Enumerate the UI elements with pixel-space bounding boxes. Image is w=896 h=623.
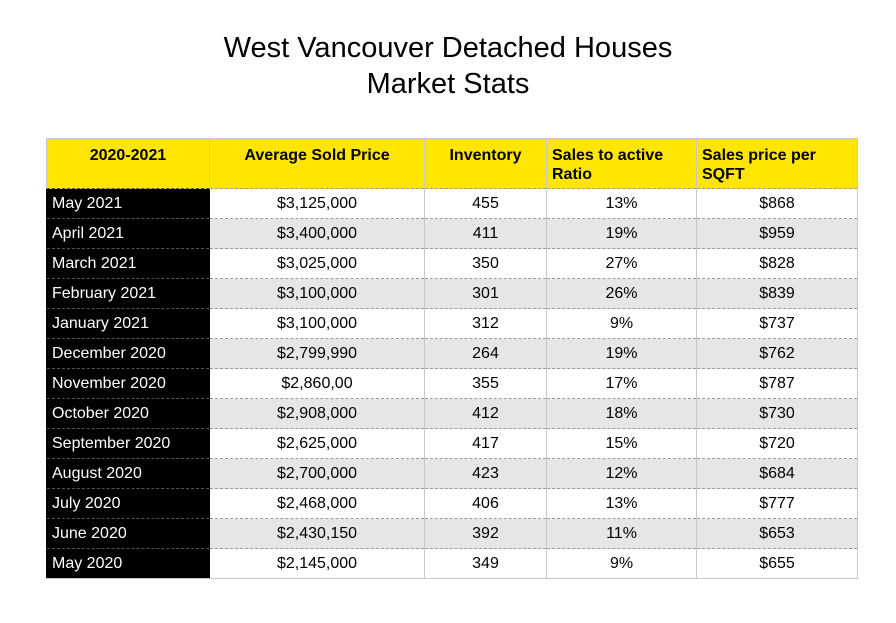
average-sold-price-cell: $3,400,000: [210, 219, 425, 249]
period-cell: November 2020: [47, 369, 210, 399]
header-sales-to-active-ratio: Sales to active Ratio: [547, 139, 697, 189]
sales-to-active-ratio-cell: 13%: [547, 189, 697, 219]
price-per-sqft-cell: $730: [697, 399, 858, 429]
inventory-cell: 301: [425, 279, 547, 309]
table-row: [47, 219, 858, 249]
table-row: [47, 519, 858, 549]
average-sold-price-cell: $3,025,000: [210, 249, 425, 279]
chart-title: [0, 30, 896, 102]
market-stats-table: [46, 138, 858, 579]
inventory-cell: 423: [425, 459, 547, 489]
period-cell: December 2020: [47, 339, 210, 369]
period-cell: July 2020: [47, 489, 210, 519]
period-cell: April 2021: [47, 219, 210, 249]
period-cell: October 2020: [47, 399, 210, 429]
price-per-sqft-cell: $787: [697, 369, 858, 399]
price-per-sqft-cell: $828: [697, 249, 858, 279]
inventory-cell: 264: [425, 339, 547, 369]
sales-to-active-ratio-cell: 9%: [547, 549, 697, 579]
price-per-sqft-cell: $653: [697, 519, 858, 549]
table-row: [47, 249, 858, 279]
sales-to-active-ratio-cell: 13%: [547, 489, 697, 519]
sales-to-active-ratio-cell: 17%: [547, 369, 697, 399]
average-sold-price-cell: $2,908,000: [210, 399, 425, 429]
sales-to-active-ratio-cell: 11%: [547, 519, 697, 549]
table-row: [47, 189, 858, 219]
sales-to-active-ratio-cell: 9%: [547, 309, 697, 339]
table-row: [47, 309, 858, 339]
period-cell: June 2020: [47, 519, 210, 549]
period-cell: August 2020: [47, 459, 210, 489]
inventory-cell: 392: [425, 519, 547, 549]
period-cell: September 2020: [47, 429, 210, 459]
sales-to-active-ratio-cell: 19%: [547, 219, 697, 249]
inventory-cell: 350: [425, 249, 547, 279]
table-row: [47, 549, 858, 579]
table-row: [47, 369, 858, 399]
inventory-cell: 312: [425, 309, 547, 339]
price-per-sqft-cell: $777: [697, 489, 858, 519]
header-period: 2020-2021: [47, 139, 210, 189]
inventory-cell: 406: [425, 489, 547, 519]
period-cell: March 2021: [47, 249, 210, 279]
price-per-sqft-cell: $655: [697, 549, 858, 579]
price-per-sqft-cell: $839: [697, 279, 858, 309]
price-per-sqft-cell: $720: [697, 429, 858, 459]
table-row: [47, 339, 858, 369]
sales-to-active-ratio-cell: 26%: [547, 279, 697, 309]
sales-to-active-ratio-cell: 18%: [547, 399, 697, 429]
table-body: [47, 189, 858, 579]
average-sold-price-cell: $2,145,000: [210, 549, 425, 579]
sales-to-active-ratio-cell: 27%: [547, 249, 697, 279]
average-sold-price-cell: $3,125,000: [210, 189, 425, 219]
price-per-sqft-cell: $868: [697, 189, 858, 219]
average-sold-price-cell: $2,468,000: [210, 489, 425, 519]
average-sold-price-cell: $2,860,00: [210, 369, 425, 399]
inventory-cell: 349: [425, 549, 547, 579]
price-per-sqft-cell: $762: [697, 339, 858, 369]
average-sold-price-cell: $2,625,000: [210, 429, 425, 459]
price-per-sqft-cell: $684: [697, 459, 858, 489]
sales-to-active-ratio-cell: 19%: [547, 339, 697, 369]
table-row: [47, 429, 858, 459]
table-row: [47, 399, 858, 429]
table-row: [47, 489, 858, 519]
average-sold-price-cell: $2,430,150: [210, 519, 425, 549]
sales-to-active-ratio-cell: 12%: [547, 459, 697, 489]
period-cell: January 2021: [47, 309, 210, 339]
inventory-cell: 412: [425, 399, 547, 429]
inventory-cell: 417: [425, 429, 547, 459]
header-inventory: Inventory: [425, 139, 547, 189]
period-cell: May 2021: [47, 189, 210, 219]
sales-to-active-ratio-cell: 15%: [547, 429, 697, 459]
table-row: [47, 279, 858, 309]
average-sold-price-cell: $2,700,000: [210, 459, 425, 489]
inventory-cell: 411: [425, 219, 547, 249]
average-sold-price-cell: $3,100,000: [210, 279, 425, 309]
average-sold-price-cell: $2,799,990: [210, 339, 425, 369]
table-row: [47, 459, 858, 489]
price-per-sqft-cell: $737: [697, 309, 858, 339]
header-sales-price-per-sqft: Sales price per SQFT: [697, 139, 858, 189]
header-average-sold-price: Average Sold Price: [210, 139, 425, 189]
average-sold-price-cell: $3,100,000: [210, 309, 425, 339]
title-line-2: Market Stats: [366, 68, 530, 100]
price-per-sqft-cell: $959: [697, 219, 858, 249]
title-line-1: West Vancouver Detached Houses: [223, 32, 673, 64]
period-cell: May 2020: [47, 549, 210, 579]
inventory-cell: 355: [425, 369, 547, 399]
inventory-cell: 455: [425, 189, 547, 219]
period-cell: February 2021: [47, 279, 210, 309]
header-row: [47, 139, 858, 189]
